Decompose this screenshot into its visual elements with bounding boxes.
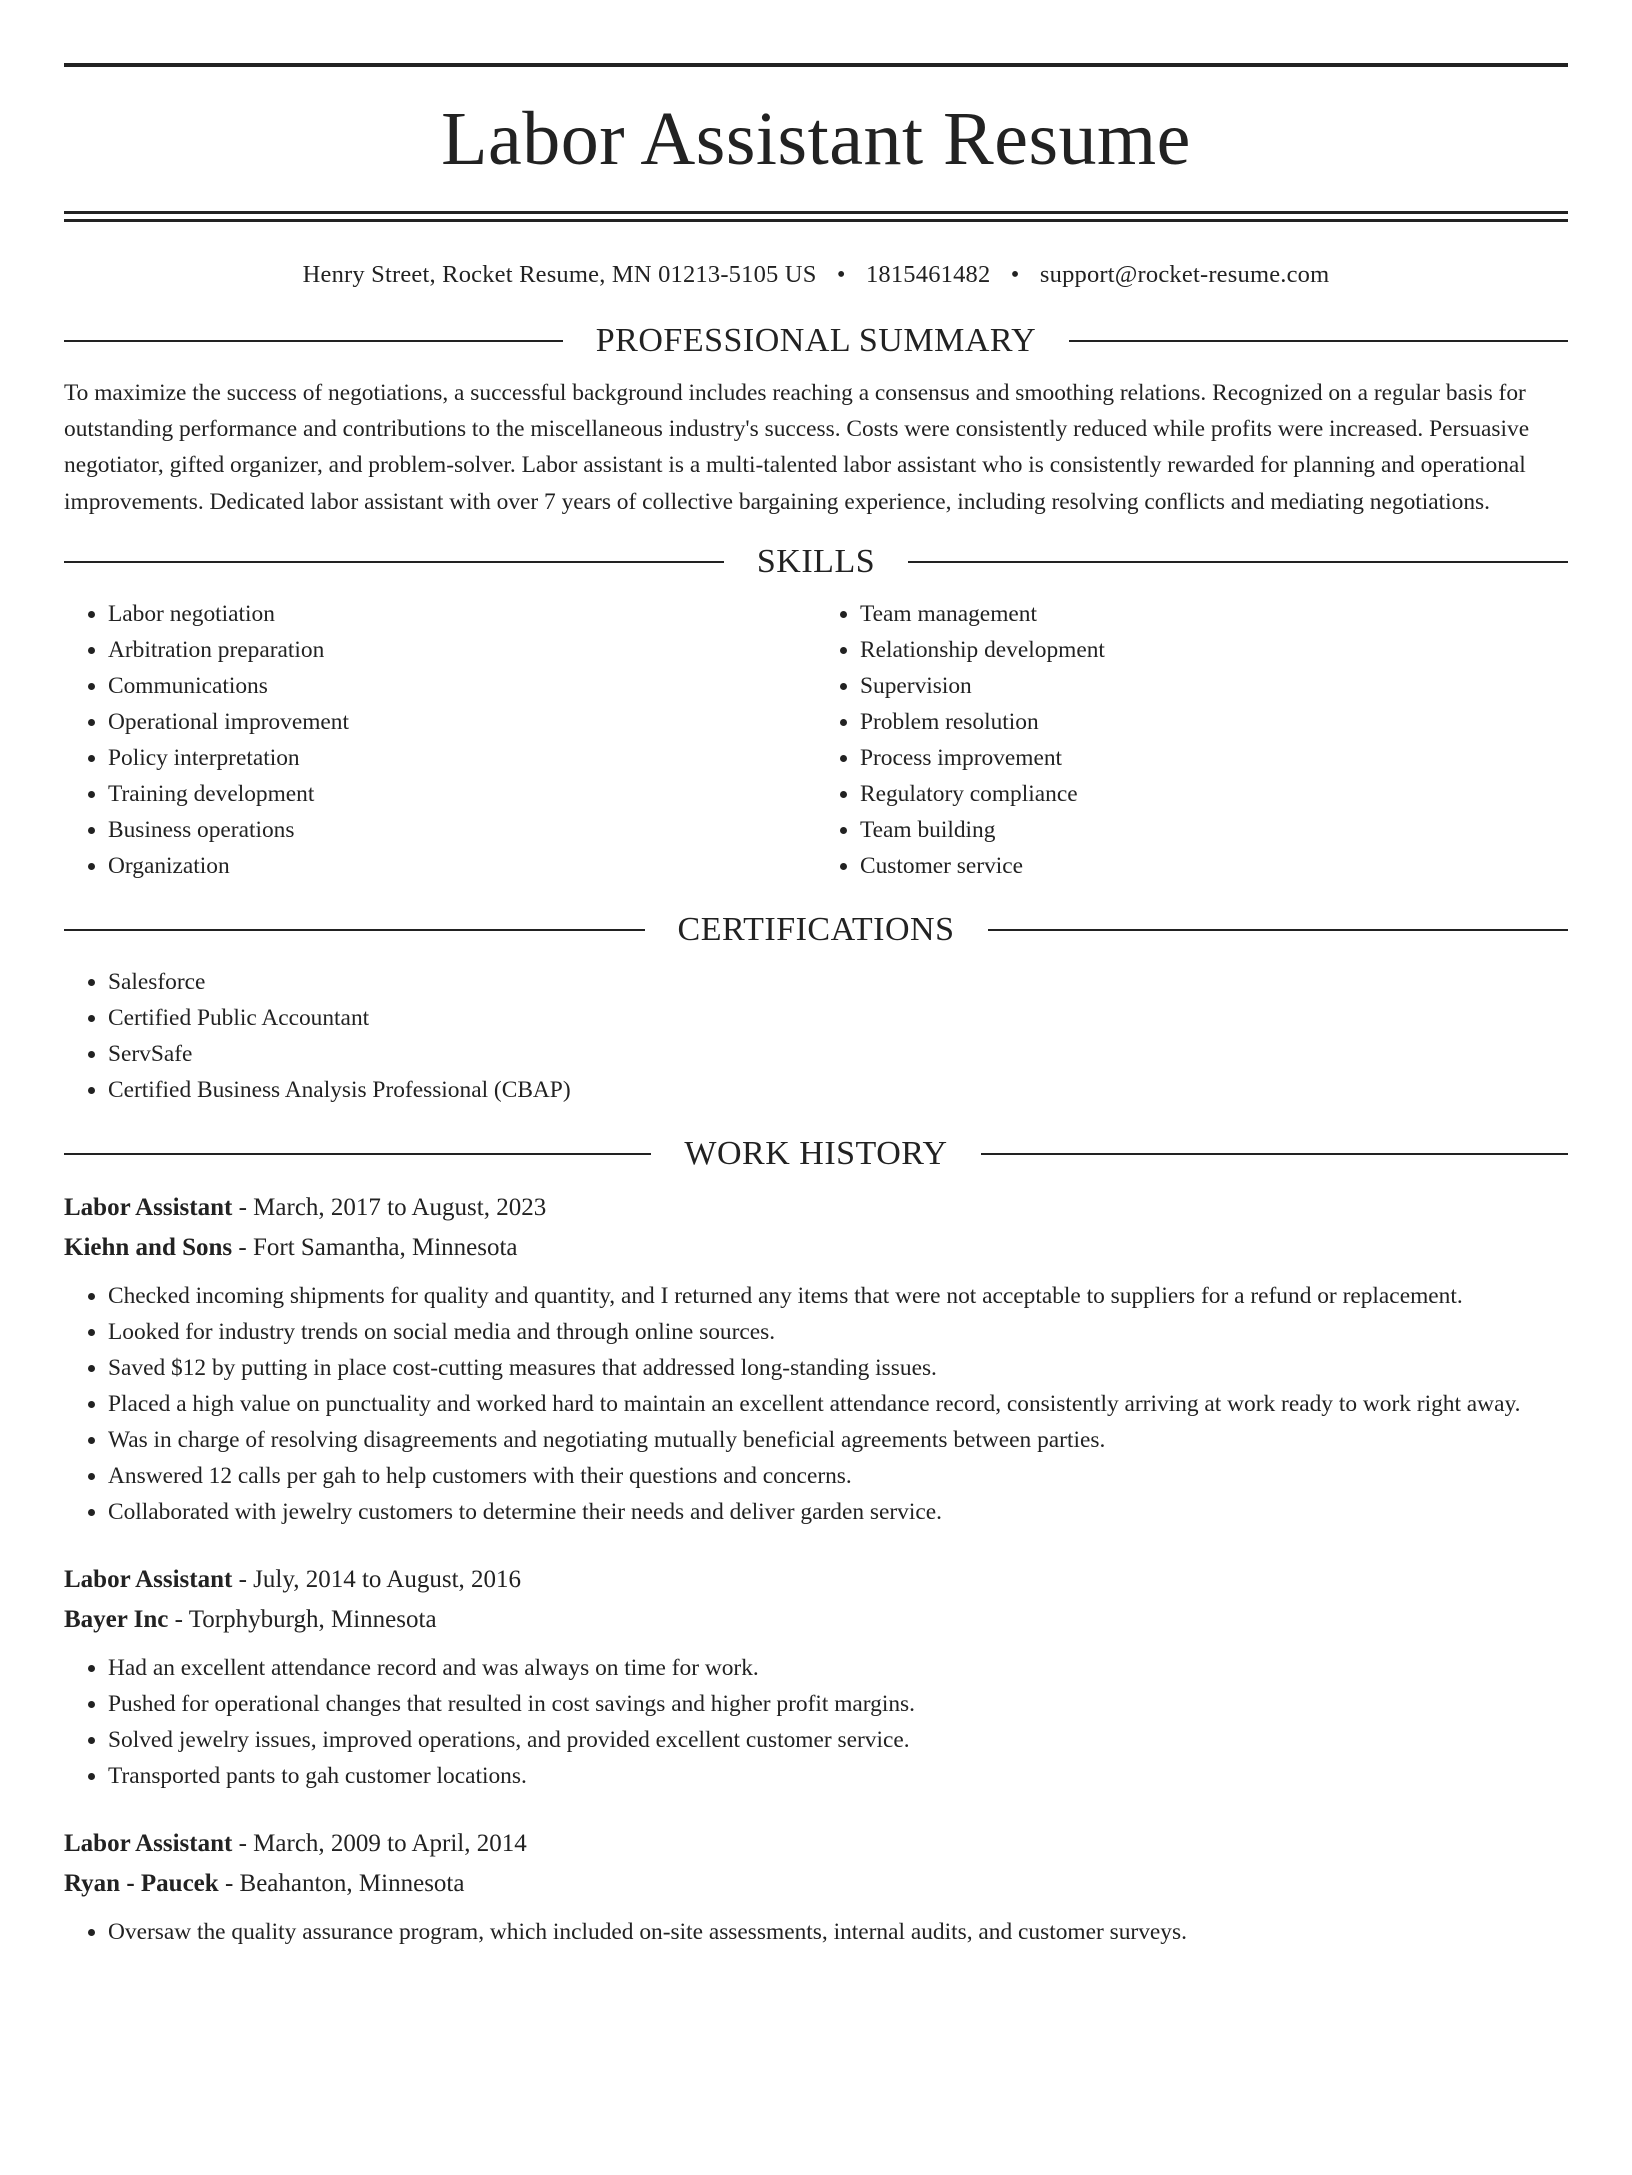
- job-dates: - March, 2017 to August, 2023: [232, 1193, 547, 1221]
- job-dates: - July, 2014 to August, 2016: [232, 1565, 522, 1593]
- job-bullet: • Solved jewelry issues, improved operations, and provided excellent customer service.: [108, 1722, 1568, 1758]
- skill-item: • Operational improvement: [108, 704, 816, 740]
- skill-item: • Organization: [108, 848, 816, 884]
- skills-heading-label: SKILLS: [756, 542, 876, 580]
- job-title-line: [64, 1560, 1568, 1600]
- job-entry: [64, 1188, 1568, 1530]
- job-title: Labor Assistant: [64, 1829, 233, 1857]
- summary-section-heading: [64, 319, 1568, 363]
- job-bullet: • Answered 12 calls per gah to help customers with their questions and concerns.: [108, 1458, 1568, 1494]
- job-bullets: [64, 1278, 1568, 1530]
- job-dates: - March, 2009 to April, 2014: [232, 1829, 527, 1857]
- contact-address: Henry Street, Rocket Resume, MN 01213-5105 US: [302, 261, 817, 288]
- summary-heading-label: PROFESSIONAL SUMMARY: [595, 322, 1037, 359]
- job-bullet: • Placed a high value on punctuality and worked hard to maintain an excellent attendance record, consistently arriving at work ready to work right away.: [108, 1386, 1568, 1422]
- job-bullet: • Looked for industry trends on social media and through online sources.: [108, 1314, 1568, 1350]
- job-location: - Torphyburgh, Minnesota: [168, 1605, 437, 1633]
- title-double-rule: [64, 211, 1568, 222]
- skill-item: • Regulatory compliance: [860, 776, 1568, 812]
- skills-section-heading: [64, 540, 1568, 584]
- heading-rule-left: [64, 1153, 651, 1155]
- skill-item: • Training development: [108, 776, 816, 812]
- job-title-line: [64, 1824, 1568, 1864]
- skill-item: • Communications: [108, 668, 816, 704]
- heading-rule-right: [988, 929, 1569, 931]
- contact-email[interactable]: support@rocket-resume.com: [1039, 261, 1330, 288]
- skill-item: • Problem resolution: [860, 704, 1568, 740]
- skill-item: • Policy interpretation: [108, 740, 816, 776]
- heading-rule-right: [981, 1153, 1568, 1155]
- contact-separator: •: [836, 261, 846, 288]
- heading-rule-left: [64, 340, 563, 342]
- job-company-line: [64, 1864, 1568, 1904]
- job-company-line: [64, 1600, 1568, 1640]
- certifications-heading-label: CERTIFICATIONS: [677, 910, 955, 948]
- job-title: Labor Assistant: [64, 1193, 233, 1221]
- work-heading-label: WORK HISTORY: [684, 1134, 948, 1172]
- job-bullet: • Oversaw the quality assurance program, which included on-site assessments, internal audits, and customer surveys.: [108, 1914, 1568, 1950]
- job-entry: [64, 1824, 1568, 1950]
- work-section-heading: [64, 1132, 1568, 1176]
- heading-rule-right: [908, 561, 1568, 563]
- skill-item: • Arbitration preparation: [108, 632, 816, 668]
- job-entry: [64, 1560, 1568, 1794]
- skills-list-right: [816, 596, 1568, 884]
- skill-item: • Supervision: [860, 668, 1568, 704]
- contact-separator: •: [1010, 261, 1020, 288]
- job-location: - Beahanton, Minnesota: [218, 1869, 465, 1897]
- contact-phone: 1815461482: [865, 261, 991, 288]
- heading-rule-right: [1069, 340, 1568, 342]
- job-company-line: [64, 1228, 1568, 1268]
- skills-grid: [64, 596, 1568, 884]
- certifications-list: [64, 964, 1568, 1108]
- contact-line: [64, 260, 1568, 290]
- job-bullet: • Was in charge of resolving disagreements and negotiating mutually beneficial agreements between parties.: [108, 1422, 1568, 1458]
- job-bullet: • Saved $12 by putting in place cost-cutting measures that addressed long-standing issues.: [108, 1350, 1568, 1386]
- job-title-line: [64, 1188, 1568, 1228]
- resume-title: Labor Assistant Resume: [441, 97, 1191, 181]
- skill-item: • Team management: [860, 596, 1568, 632]
- job-bullets: [64, 1650, 1568, 1794]
- job-bullet: • Collaborated with jewelry customers to determine their needs and deliver garden service.: [108, 1494, 1568, 1530]
- skill-item: • Customer service: [860, 848, 1568, 884]
- job-title: Labor Assistant: [64, 1565, 233, 1593]
- certification-item: • Certified Business Analysis Professional (CBAP): [108, 1072, 1568, 1108]
- skills-list-left: [64, 596, 816, 884]
- skill-item: • Process improvement: [860, 740, 1568, 776]
- skill-item: • Business operations: [108, 812, 816, 848]
- job-bullet: • Transported pants to gah customer locations.: [108, 1758, 1568, 1794]
- job-location: - Fort Samantha, Minnesota: [232, 1233, 518, 1261]
- job-bullet: • Pushed for operational changes that resulted in cost savings and higher profit margins.: [108, 1686, 1568, 1722]
- heading-rule-left: [64, 929, 645, 931]
- certification-item: • ServSafe: [108, 1036, 1568, 1072]
- certification-item: • Certified Public Accountant: [108, 1000, 1568, 1036]
- skill-item: • Team building: [860, 812, 1568, 848]
- heading-rule-left: [64, 561, 724, 563]
- job-bullet: • Checked incoming shipments for quality and quantity, and I returned any items that were not acceptable to suppliers for a refund or replacement.: [108, 1278, 1568, 1314]
- resume-page: [0, 63, 1632, 2175]
- job-company: Bayer Inc: [64, 1605, 169, 1633]
- skill-item: • Relationship development: [860, 632, 1568, 668]
- job-company: Kiehn and Sons: [64, 1233, 233, 1261]
- top-rule: [64, 63, 1568, 67]
- job-bullet: • Had an excellent attendance record and was always on time for work.: [108, 1650, 1568, 1686]
- certifications-section-heading: [64, 908, 1568, 952]
- summary-text: To maximize the success of negotiations, a successful background includes reaching a consensus and smoothing relations. Recognized on a regular basis for outstanding performance and contributions to the miscellaneous industry's success. Costs were consistently reduced while profits were increased. Persuasive negotiator, gifted organizer, and problem-solver. Labor assistant is a multi-talented labor assistant who is consistently rewarded for planning and operational improvements. Dedicated labor assistant with over 7 years of collective bargaining experience, including resolving conflicts and mediating negotiations.: [64, 380, 1530, 515]
- skill-item: • Labor negotiation: [108, 596, 816, 632]
- job-company: Ryan - Paucek: [64, 1869, 219, 1897]
- job-bullets: [64, 1914, 1568, 1950]
- certification-item: • Salesforce: [108, 964, 1568, 1000]
